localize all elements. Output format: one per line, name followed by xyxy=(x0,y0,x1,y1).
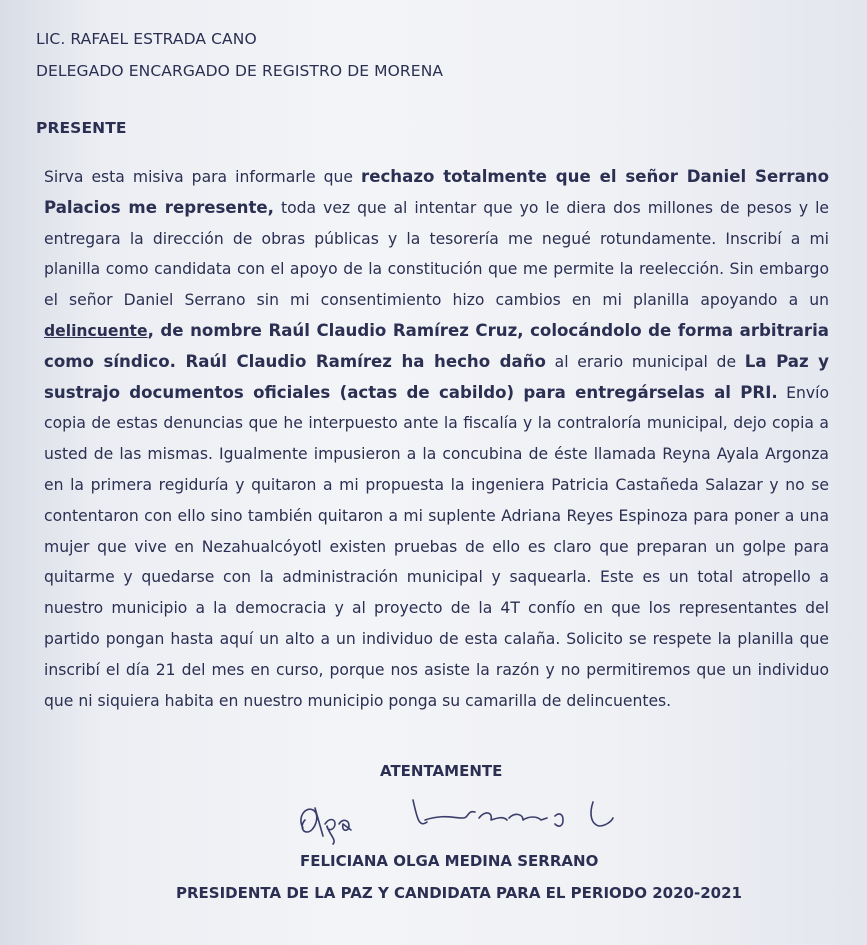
body-text-1: Sirva esta misiva para informarle que xyxy=(44,168,362,186)
body-text-4: Envío copia de estas denuncias que he interpuesto ante la fiscalía y la contraloría municipal, dejo copia a usted de las mismas. Igualmente impusieron a la concubina de éste llamada Reyna Ayala Argonza en la primera regiduría y quitaron a mi propuesta la ingeniera Patricia Castañeda Salazar y no se contentaron con ello sino también quitaron a mi suplente Adriana Reyes Espinoza para poner a una mujer que vive en Nezahualcóyotl existen pruebas de ello es claro que preparan un golpe para quitarme y quedarse con la administración municipal y saquearla. Este es un total atropello a nuestro municipio a la democracia y al proyecto de la 4T confío en que los representantes del partido pongan hasta aquí un alto a un individuo de esta calaña. Solicito se respete la planilla que inscribí el día 21 del mes en curso, porque nos asiste la razón y no permitiremos que un individuo que ni siquiera habita en nuestro municipio ponga su camarilla de delincuentes. xyxy=(44,383,830,710)
body-bold-2: , de nombre Raúl Claudio Ramírez Cruz, colocándolo de forma arbitraria como síndico. Raúl Claudio Ramírez ha hecho daño xyxy=(44,320,829,371)
salutation: PRESENTE xyxy=(36,119,127,137)
closing-regards: ATENTAMENTE xyxy=(380,762,503,780)
handwritten-signature xyxy=(293,788,633,848)
signer-name: FELICIANA OLGA MEDINA SERRANO xyxy=(300,852,599,870)
body-underlined-word: delincuente xyxy=(44,321,148,340)
recipient-name: LIC. RAFAEL ESTRADA CANO xyxy=(36,30,257,48)
letter-body xyxy=(44,162,829,716)
body-text-3: al erario municipal de xyxy=(545,352,745,371)
body-bold-3: La Paz y sustrajo documentos oficiales (actas de cabildo) para entregárselas al PRI. xyxy=(44,351,829,402)
signer-title: PRESIDENTA DE LA PAZ Y CANDIDATA PARA EL PERIODO 2020-2021 xyxy=(176,884,742,902)
body-bold-1: rechazo totalmente que el señor Daniel Serrano Palacios me represente, xyxy=(44,167,829,217)
recipient-position: DELEGADO ENCARGADO DE REGISTRO DE MORENA xyxy=(36,62,444,80)
body-text-2: toda vez que al intentar que yo le diera dos millones de pesos y le entregara la dirección de obras públicas y la tesorería me negué rotundamente. Inscribí a mi planilla como candidata con el apoyo de la constitución que me permite la reelección. Sin embargo el señor Daniel Serrano sin mi consentimiento hizo cambios en mi planilla apoyando a un xyxy=(44,198,829,310)
body-paragraph xyxy=(44,162,829,716)
